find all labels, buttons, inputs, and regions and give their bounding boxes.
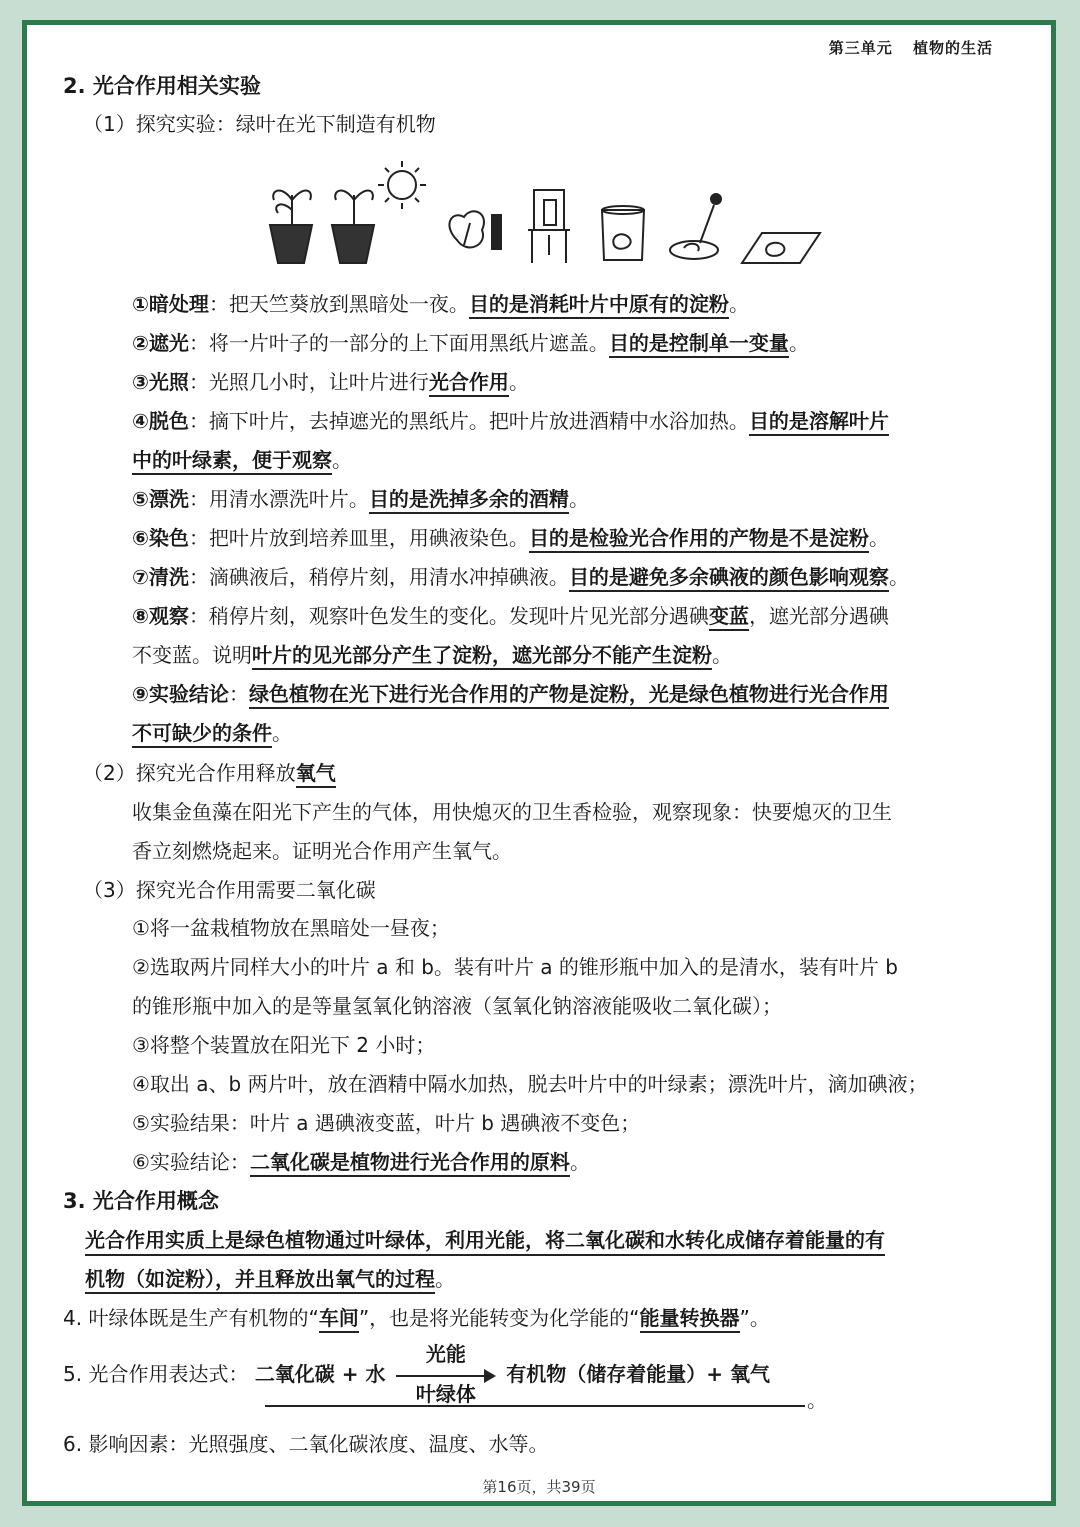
section2-title: 2. 光合作用相关实验 [63, 74, 261, 98]
exp1-step-line: ④脱色：摘下叶片，去掉遮光的黑纸片。把叶片放进酒精中水浴加热。目的是溶解叶片 [132, 408, 889, 434]
section4: 4. 叶绿体既是生产有机物的“车间”，也是将光能转变为化学能的“能量转换器”。 [63, 1305, 770, 1331]
experiment-illustration [252, 155, 822, 265]
section5-equation [63, 1341, 770, 1406]
dish-dropper-icon [670, 194, 721, 259]
exp2-title: （2）探究光合作用释放氧气 [83, 760, 336, 786]
exp2-line-2: 香立刻燃烧起来。证明光合作用产生氧气。 [132, 839, 512, 863]
exp1-step-line: ⑦清洗：滴碘液后，稍停片刻，用清水冲掉碘液。目的是避免多余碘液的颜色影响观察。 [132, 564, 909, 590]
section3-title: 3. 光合作用概念 [63, 1189, 219, 1213]
topic-label: 植物的生活 [912, 39, 993, 57]
exp1-step-line: ①暗处理：把天竺葵放到黑暗处一夜。目的是消耗叶片中原有的淀粉。 [132, 291, 749, 317]
page-footer: 第16页，共39页 [482, 1478, 596, 1496]
exp1-title: （1）探究实验：绿叶在光下制造有机物 [83, 112, 436, 136]
beaker-icon [602, 206, 644, 260]
exp3-line-3: 的锥形瓶中加入的是等量氢氧化钠溶液（氢氧化钠溶液能吸收二氧化碳）； [132, 994, 782, 1018]
page-header [815, 37, 993, 58]
leaf-icon [449, 211, 501, 249]
plant-sun-icon [332, 161, 426, 263]
exp1-step-line: 不变蓝。说明叶片的见光部分产生了淀粉，遮光部分不能产生淀粉。 [132, 642, 732, 668]
exp3-line-4: ③将整个装置放在阳光下 2 小时； [132, 1033, 436, 1057]
condition-chloroplast: 叶绿体 [415, 1381, 476, 1406]
unit-label: 第三单元 [828, 39, 893, 57]
exp3-line-1: ①将一盆栽植物放在黑暗处一昼夜； [132, 916, 450, 940]
water-bath-icon [528, 190, 570, 263]
exp3-line-5: ④取出 a、b 两片叶，放在酒精中隔水加热，脱去叶片中的叶绿素；漂洗叶片，滴加碘液； [132, 1072, 928, 1096]
equation-label: 5. 光合作用表达式： [63, 1362, 249, 1386]
plant-pot-icon [270, 191, 312, 263]
exp2-line-1: 收集金鱼藻在阳光下产生的气体，用快熄灭的卫生香检验，观察现象：快要熄灭的卫生 [132, 800, 892, 824]
exp1-step-line: ⑤漂洗：用清水漂洗叶片。目的是洗掉多余的酒精。 [132, 486, 589, 512]
exp3-conclusion: ⑥实验结论：二氧化碳是植物进行光合作用的原料。 [132, 1149, 590, 1175]
page [22, 20, 1056, 1506]
glass-slide-icon [742, 233, 820, 263]
exp1-step-line: 中的叶绿素，便于观察。 [132, 447, 352, 473]
exp1-step-line: 不可缺少的条件。 [132, 720, 292, 746]
exp1-step-line: ②遮光：将一片叶子的一部分的上下面用黑纸片遮盖。目的是控制单一变量。 [132, 330, 809, 356]
exp3-line-2: ②选取两片同样大小的叶片 a 和 b。装有叶片 a 的锥形瓶中加入的是清水，装有叶片 b [132, 955, 898, 979]
exp3-line-6: ⑤实验结果：叶片 a 遇碘液变蓝，叶片 b 遇碘液不变色； [132, 1111, 641, 1135]
exp1-step-line: ⑥染色：把叶片放到培养皿里，用碘液染色。目的是检验光合作用的产物是不是淀粉。 [132, 525, 889, 551]
equation-products: 有机物（储存着能量）+ 氧气 [506, 1362, 770, 1386]
exp1-step-line: ③光照：光照几小时，让叶片进行光合作用。 [132, 369, 529, 395]
condition-light: 光能 [425, 1341, 466, 1366]
equation-end: 。 [807, 1388, 827, 1412]
equation-reactants: 二氧化碳 + 水 [254, 1362, 386, 1386]
reaction-arrow [396, 1341, 496, 1406]
equation-underline [265, 1405, 805, 1407]
section3-line-1: 光合作用实质上是绿色植物通过叶绿体，利用光能，将二氧化碳和水转化成储存着能量的有 [85, 1227, 885, 1256]
exp3-title: （3）探究光合作用需要二氧化碳 [83, 878, 376, 902]
exp1-step-line: ⑧观察：稍停片刻，观察叶色发生的变化。发现叶片见光部分遇碘变蓝，遮光部分遇碘 [132, 603, 889, 629]
section6: 6. 影响因素：光照强度、二氧化碳浓度、温度、水等。 [63, 1432, 549, 1456]
section3-line-2: 机物（如淀粉），并且释放出氧气的过程。 [85, 1266, 455, 1292]
exp1-step-line: ⑨实验结论：绿色植物在光下进行光合作用的产物是淀粉，光是绿色植物进行光合作用 [132, 681, 889, 707]
